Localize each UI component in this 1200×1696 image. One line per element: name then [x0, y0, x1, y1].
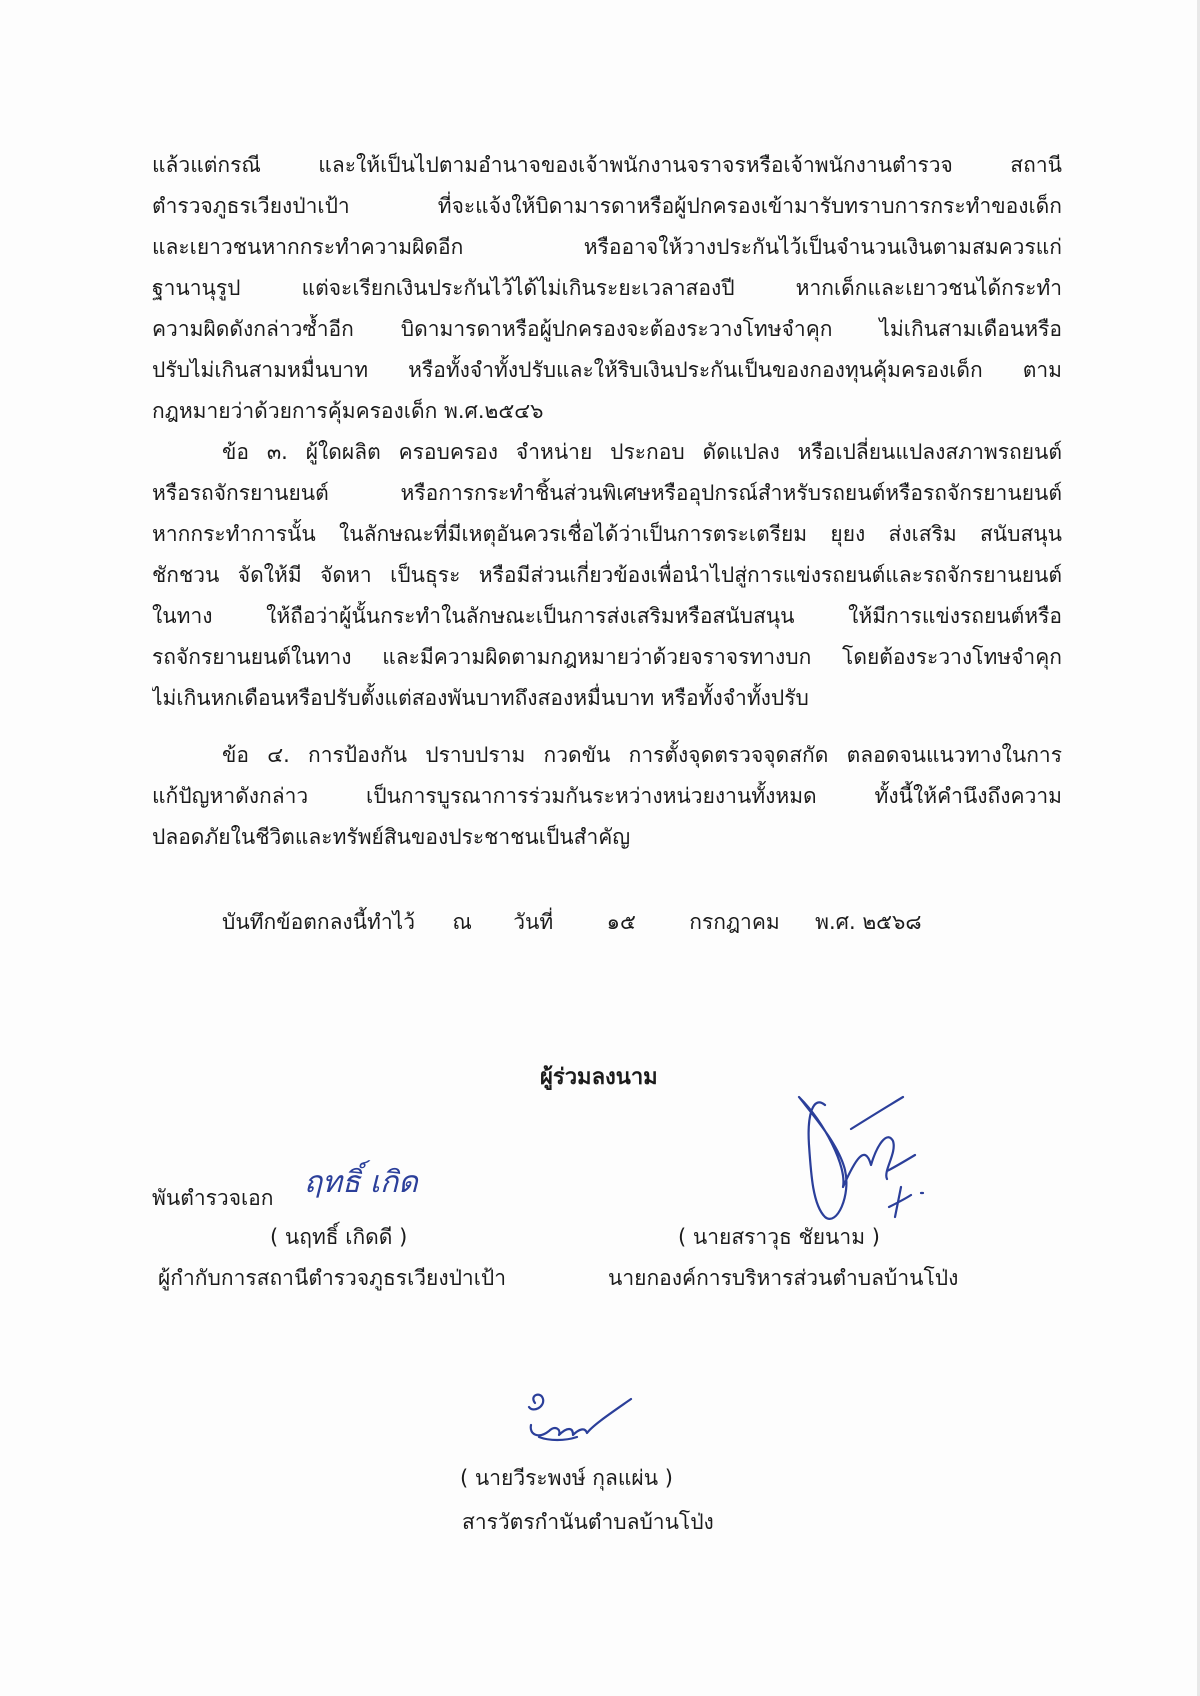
police-position: ผู้กำกับการสถานีตำรวจภูธรเวียงป่าเป้า — [158, 1266, 507, 1290]
sao-signature-stroke — [799, 1097, 923, 1219]
body-line: หากกระทำการนั้น ในลักษณะที่มีเหตุอันควรเชื่อได้ว่าเป็นการตระเตรียม ยุยง ส่งเสริม สนับสนุน — [152, 522, 1062, 546]
body-line: ไม่เกินหกเดือนหรือปรับตั้งแต่สองพันบาทถึงสองหมื่นบาท หรือทั้งจำทั้งปรับ — [152, 686, 809, 710]
kamnan-name: ( นายวีระพงษ์ กุลแผ่น ) — [460, 1466, 673, 1490]
body-line: หรือรถจักรยานยนต์ หรือการกระทำชิ้นส่วนพิเศษหรืออุปกรณ์สำหรับรถยนต์หรือรถจักรยานยนต์ — [152, 481, 1062, 505]
body-line: แก้ปัญหาดังกล่าว เป็นการบูรณาการร่วมกันระหว่างหน่วยงานทั้งหมด ทั้งนี้ให้คำนึงถึงความ — [152, 784, 1062, 808]
sao-name: ( นายสราวุธ ชัยนาม ) — [678, 1225, 880, 1249]
agreement-date-line — [222, 907, 922, 937]
date-year: พ.ศ. ๒๕๖๘ — [815, 910, 922, 934]
kamnan-position: สารวัตรกำนันตำบลบ้านโป่ง — [462, 1510, 714, 1534]
body-line: กฎหมายว่าด้วยการคุ้มครองเด็ก พ.ศ.๒๕๔๖ — [152, 399, 544, 423]
body-line: ปรับไม่เกินสามหมื่นบาท หรือทั้งจำทั้งปรับและให้ริบเงินประกันเป็นของกองทุนคุ้มครองเด็ก ตาม — [152, 358, 1062, 382]
police-rank: พันตำรวจเอก — [152, 1186, 274, 1210]
date-day: ๑๕ — [606, 910, 636, 934]
date-prefix: บันทึกข้อตกลงนี้ทำไว้ — [222, 910, 416, 934]
body-line: แล้วแต่กรณี และให้เป็นไปตามอำนาจของเจ้าพนักงานจราจรหรือเจ้าพนักงานตำรวจ สถานี — [152, 153, 1062, 177]
sao-signature-mark — [785, 1075, 925, 1225]
body-line: ชักชวน จัดให้มี จัดหา เป็นธุระ หรือมีส่วนเกี่ยวข้องเพื่อนำไปสู่การแข่งรถยนต์และรถจักรยานยนต์ — [152, 563, 1062, 587]
body-line: ฐานานุรูป แต่จะเรียกเงินประกันไว้ได้ไม่เกินระยะเวลาสองปี หากเด็กและเยาวชนได้กระทำ — [152, 276, 1062, 300]
clause-3-heading-line: ข้อ ๓. ผู้ใดผลิต ครอบครอง จำหน่าย ประกอบ ดัดแปลง หรือเปลี่ยนแปลงสภาพรถยนต์ — [222, 440, 1062, 464]
body-line: ความผิดดังกล่าวซ้ำอีก บิดามารดาหรือผู้ปกครองจะต้องระวางโทษจำคุก ไม่เกินสามเดือนหรือ — [152, 317, 1062, 341]
date-day-label: วันที่ — [513, 910, 554, 934]
sao-position: นายกองค์การบริหารส่วนตำบลบ้านโป่ง — [608, 1266, 959, 1290]
body-line: ปลอดภัยในชีวิตและทรัพย์สินของประชาชนเป็นสำคัญ — [152, 825, 631, 849]
clause-4-heading-line: ข้อ ๔. การป้องกัน ปราบปราม กวดขัน การตั้งจุดตรวจจุดสกัด ตลอดจนแนวทางในการ — [222, 743, 1062, 767]
kamnan-signature-mark — [515, 1385, 645, 1455]
police-signature — [300, 1150, 450, 1210]
date-at: ณ — [452, 910, 472, 934]
body-line: และเยาวชนหากกระทำความผิดอีก หรืออาจให้วางประกันไว้เป็นจำนวนเงินตามสมควรแก่ — [152, 235, 1062, 259]
kamnan-signature-stroke — [529, 1395, 631, 1440]
sao-signature — [785, 1075, 925, 1225]
kamnan-signature — [515, 1385, 645, 1455]
body-line: ในทาง ให้ถือว่าผู้นั้นกระทำในลักษณะเป็นการส่งเสริมหรือสนับสนุน ให้มีการแข่งรถยนต์หรือ — [152, 604, 1062, 628]
police-signature-text: ฤทธิ์ เกิด — [304, 1165, 418, 1200]
police-name: ( นฤทธิ์ เกิดดี ) — [270, 1225, 408, 1249]
date-month: กรกฎาคม — [689, 910, 780, 934]
cosigners-heading: ผู้ร่วมลงนาม — [540, 1065, 658, 1090]
body-line: รถจักรยานยนต์ในทาง และมีความผิดตามกฎหมายว่าด้วยจราจรทางบก โดยต้องระวางโทษจำคุก — [152, 645, 1062, 669]
police-signature-mark — [300, 1150, 450, 1210]
body-line: ตำรวจภูธรเวียงป่าเป้า ที่จะแจ้งให้บิดามารดาหรือผู้ปกครองเข้ามารับทราบการกระทำของเด็ก — [152, 194, 1062, 218]
